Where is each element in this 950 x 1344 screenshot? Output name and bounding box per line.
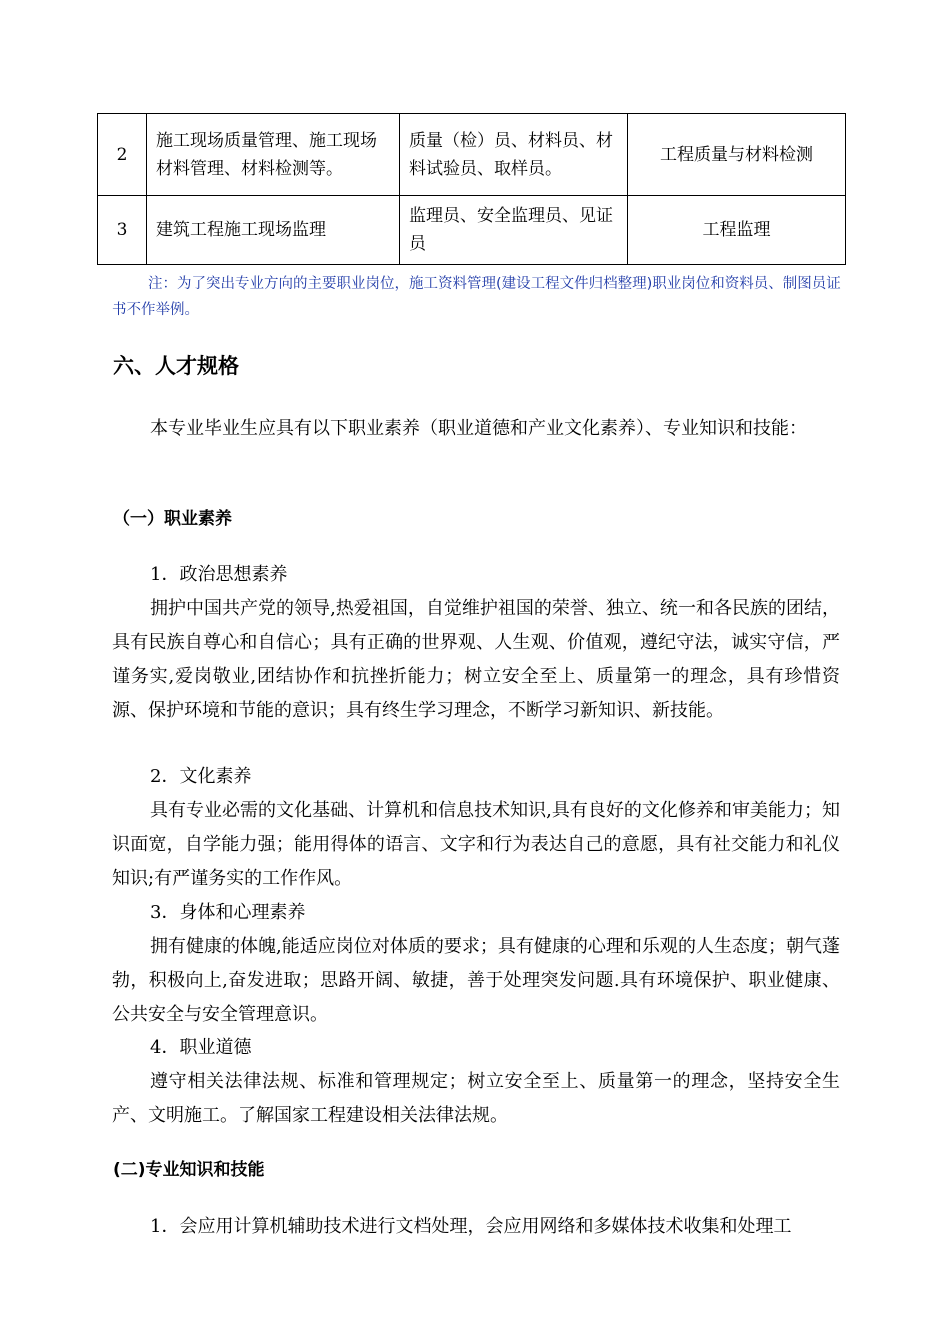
item-paragraph: 拥有健康的体魄,能适应岗位对体质的要求；具有健康的心理和乐观的人生态度；朝气蓬勃，积极向上,奋发进取；思路开阔、敏捷，善于处理突发问题.具有环境保护、职业健康、公共安全与安全管理意识。: [112, 936, 840, 1025]
section-intro: 本专业毕业生应具有以下职业素养（职业道德和产业文化素养）、专业知识和技能：: [150, 418, 807, 439]
item-paragraph: 1．会应用计算机辅助技术进行文档处理，会应用网络和多媒体技术收集和处理工: [150, 1216, 792, 1237]
job-roles-cell: 监理员、安全监理员、见证员: [400, 196, 628, 265]
job-post-cell: 施工现场质量管理、施工现场材料管理、材料检测等。: [147, 114, 400, 196]
row-number: 2: [98, 114, 147, 196]
row-number: 3: [98, 196, 147, 265]
item-heading: 3．身体和心理素养: [150, 902, 306, 923]
subsection-heading: (二)专业知识和技能: [113, 1160, 265, 1180]
item-paragraph: 具有专业必需的文化基础、计算机和信息技术知识,具有良好的文化修养和审美能力；知识面宽，自学能力强；能用得体的语言、文字和行为表达自己的意愿，具有社交能力和礼仪知识;有严谨务实的工作作风。: [112, 800, 840, 889]
item-paragraph: 拥护中国共产党的领导,热爱祖国，自觉维护祖国的荣誉、独立、统一和各民族的团结，具有民族自尊心和自信心；具有正确的世界观、人生观、价值观，遵纪守法，诚实守信，严谨务实,爱岗敬业,团结协作和抗挫折能力；树立安全至上、质量第一的理念，具有珍惜资源、保护环境和节能的意识；具有终生学习理念，不断学习新知识、新技能。: [112, 598, 840, 721]
section-heading: 六、人才规格: [113, 354, 239, 378]
direction-cell: 工程监理: [628, 196, 846, 265]
table-note: 注：为了突出专业方向的主要职业岗位，施工资料管理(建设工程文件归档整理)职业岗位和资料员、制图员证书不作举例。: [112, 276, 841, 318]
job-post-cell: 建筑工程施工现场监理: [147, 196, 400, 265]
item-heading: 1．政治思想素养: [150, 564, 288, 585]
job-position-table: [97, 113, 846, 265]
direction-cell: 工程质量与材料检测: [628, 114, 846, 196]
item-heading: 4．职业道德: [150, 1037, 252, 1058]
subsection-heading: （一）职业素养: [113, 509, 232, 529]
table-row: [98, 196, 846, 265]
table-row: [98, 114, 846, 196]
job-roles-cell: 质量（检）员、材料员、材料试验员、取样员。: [400, 114, 628, 196]
item-paragraph: 遵守相关法律法规、标准和管理规定；树立安全至上、质量第一的理念，坚持安全生产、文明施工。了解国家工程建设相关法律法规。: [112, 1071, 840, 1126]
item-heading: 2．文化素养: [150, 766, 252, 787]
